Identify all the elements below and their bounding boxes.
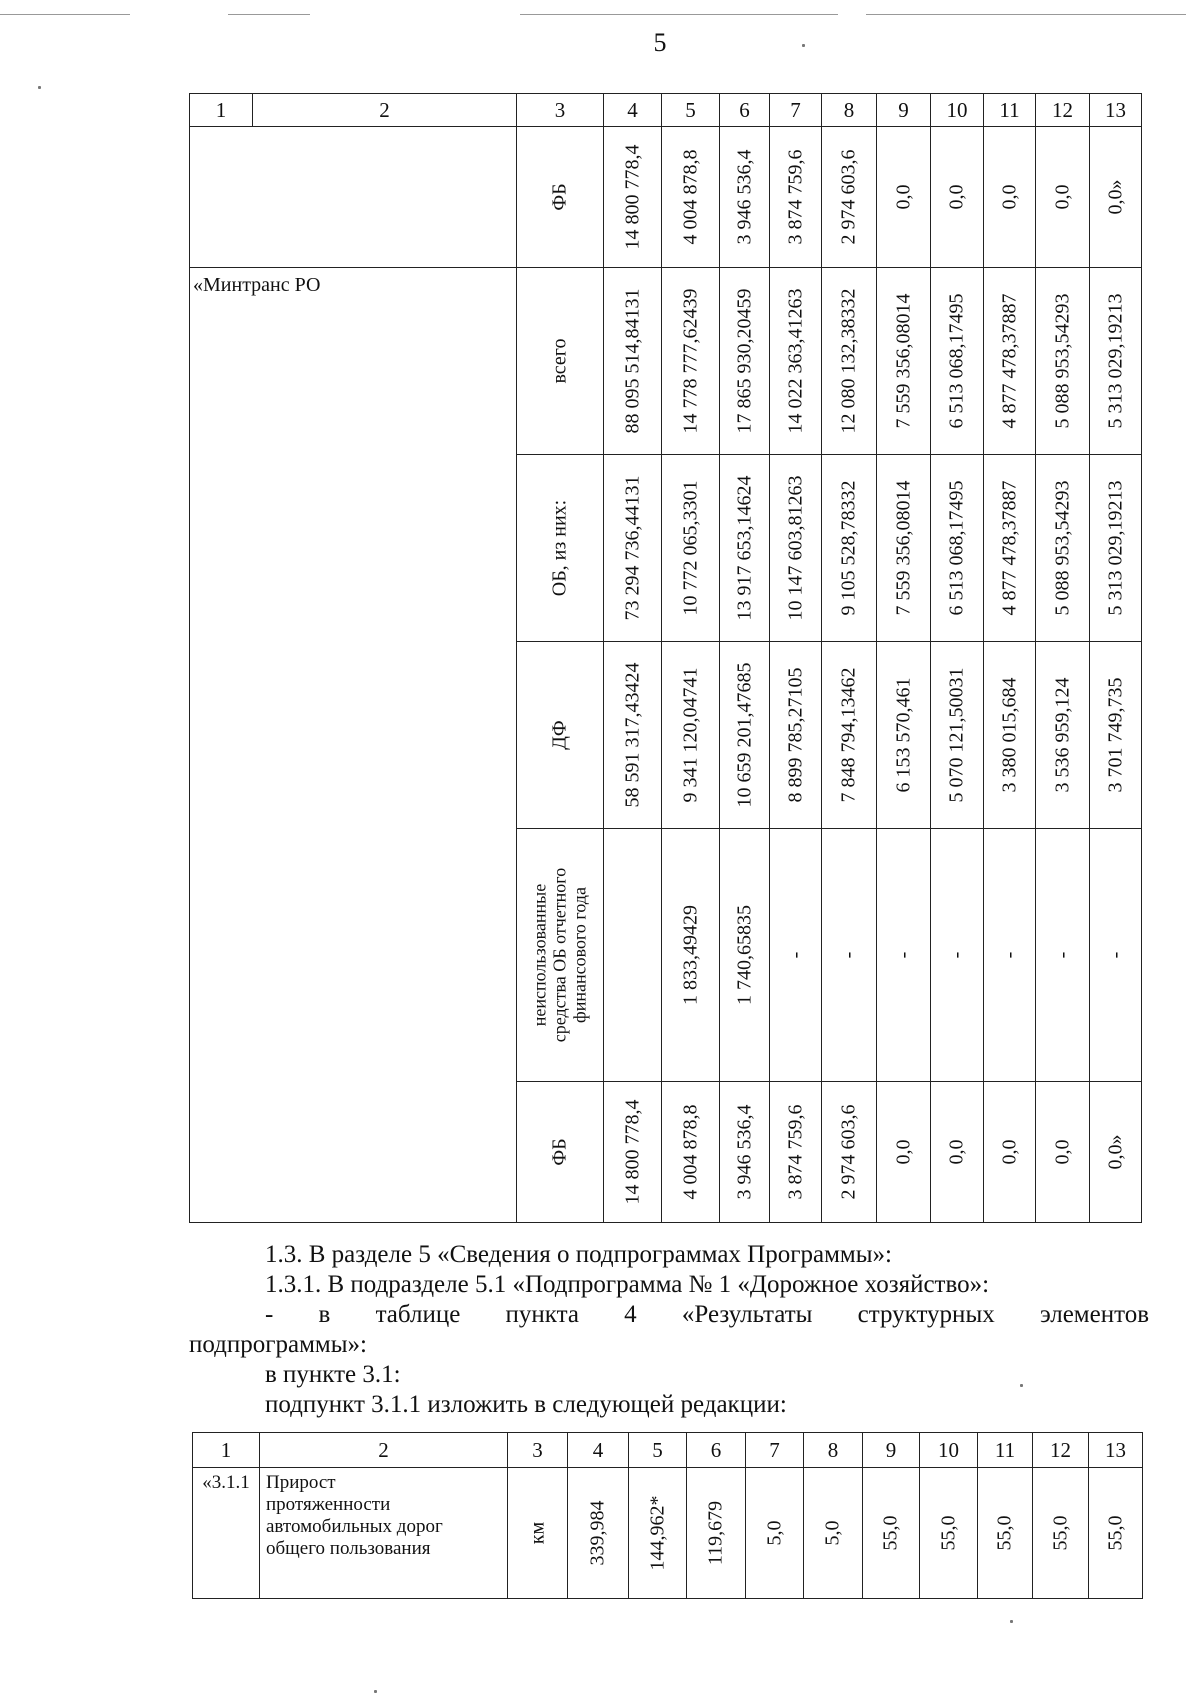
value-cell: 88 095 514,84131 (604, 268, 662, 455)
scan-edge-line (866, 14, 1186, 15)
scan-edge-line (228, 14, 310, 15)
column-number: 12 (1033, 1433, 1089, 1468)
value-cell: 55,0 (1033, 1468, 1089, 1599)
value-cell: 5,0 (746, 1468, 804, 1599)
value-cell: 2 974 603,6 (822, 1082, 877, 1223)
value-cell: 0,0 (931, 127, 984, 268)
table-row (193, 1468, 1143, 1599)
value-cell: 58 591 317,43424 (604, 642, 662, 829)
value-cell: 73 294 736,44131 (604, 455, 662, 642)
column-number: 5 (662, 94, 720, 127)
source-label-cell: ОБ, из них: (517, 455, 604, 642)
value-cell: 5 313 029,19213 (1090, 268, 1142, 455)
value-cell: 4 004 878,8 (662, 127, 720, 268)
value-cell: 0,0 (877, 1082, 931, 1223)
value-cell: 14 778 777,62439 (662, 268, 720, 455)
empty-cell (190, 127, 517, 268)
value-cell: 6 153 570,461 (877, 642, 931, 829)
column-number: 3 (508, 1433, 568, 1468)
value-cell: 6 513 068,17495 (931, 268, 984, 455)
value-cell: 4 877 478,37887 (984, 455, 1036, 642)
value-cell: 13 917 653,14624 (720, 455, 770, 642)
value-cell: 12 080 132,38332 (822, 268, 877, 455)
value-cell: 9 105 528,78332 (822, 455, 877, 642)
amendment-text (189, 1240, 1149, 1420)
scan-speck (38, 86, 41, 89)
value-cell: 10 147 603,81263 (770, 455, 822, 642)
value-cell: 17 865 930,20459 (720, 268, 770, 455)
value-cell: - (984, 829, 1036, 1082)
column-number: 9 (863, 1433, 920, 1468)
value-cell: 0,0 (984, 1082, 1036, 1223)
column-number: 2 (260, 1433, 508, 1468)
value-cell: 14 800 778,4 (604, 127, 662, 268)
value-cell: 2 974 603,6 (822, 127, 877, 268)
scan-edge-line (0, 14, 130, 15)
value-cell: 5 088 953,54293 (1036, 268, 1090, 455)
table-row (190, 268, 1142, 455)
column-number: 5 (629, 1433, 687, 1468)
column-number: 12 (1036, 94, 1090, 127)
paragraph: 1.3. В разделе 5 «Сведения о подпрограммах Программы»: (265, 1241, 892, 1268)
value-cell (604, 829, 662, 1082)
value-cell: 5,0 (804, 1468, 863, 1599)
value-cell: 0,0 (877, 127, 931, 268)
value-cell: 55,0 (863, 1468, 920, 1599)
value-cell: 119,679 (687, 1468, 746, 1599)
source-label-cell: всего (517, 268, 604, 455)
value-cell: - (822, 829, 877, 1082)
value-cell: - (877, 829, 931, 1082)
value-cell: 144,962* (629, 1468, 687, 1599)
scan-speck (1020, 1384, 1023, 1387)
column-number: 2 (253, 94, 517, 127)
value-cell: 10 659 201,47685 (720, 642, 770, 829)
column-number: 13 (1089, 1433, 1143, 1468)
scan-speck (374, 1690, 377, 1693)
column-number: 7 (770, 94, 822, 127)
column-number: 8 (804, 1433, 863, 1468)
table-header-row (190, 94, 1142, 127)
column-number: 1 (190, 94, 253, 127)
column-number: 1 (193, 1433, 260, 1468)
value-cell: 3 946 536,4 (720, 1082, 770, 1223)
paragraph: подпункт 3.1.1 изложить в следующей редакции: (265, 1391, 787, 1418)
column-number: 3 (517, 94, 604, 127)
value-cell: 5 070 121,50031 (931, 642, 984, 829)
paragraph: подпрограммы»: (189, 1331, 367, 1358)
value-cell: 7 559 356,08014 (877, 268, 931, 455)
value-cell: 3 701 749,735 (1090, 642, 1142, 829)
value-cell: 0,0 (1036, 1082, 1090, 1223)
source-label-cell: ФБ (517, 1082, 604, 1223)
value-cell: 0,0 (1036, 127, 1090, 268)
value-cell: - (1036, 829, 1090, 1082)
value-cell: 8 899 785,27105 (770, 642, 822, 829)
table-row (190, 127, 1142, 268)
value-cell: 3 874 759,6 (770, 127, 822, 268)
results-table (192, 1432, 1143, 1599)
funding-table (189, 93, 1142, 1223)
value-cell: 5 313 029,19213 (1090, 455, 1142, 642)
column-number: 10 (920, 1433, 978, 1468)
scan-speck (1010, 1620, 1013, 1623)
value-cell: 55,0 (920, 1468, 978, 1599)
value-cell: 0,0 (984, 127, 1036, 268)
page-number: 5 (653, 28, 667, 57)
value-cell: 6 513 068,17495 (931, 455, 984, 642)
column-number: 10 (931, 94, 984, 127)
source-label-cell: неиспользованные средства ОБ отчетного финансового года (517, 829, 604, 1082)
value-cell: 339,984 (568, 1468, 629, 1599)
value-cell: 9 341 120,04741 (662, 642, 720, 829)
value-cell: 0,0» (1090, 1082, 1142, 1223)
paragraph: 1.3.1. В подразделе 5.1 «Подпрограмма № 1 «Дорожное хозяйство»: (265, 1271, 990, 1298)
value-cell: - (931, 829, 984, 1082)
unit-cell: км (508, 1468, 568, 1599)
value-cell: 10 772 065,3301 (662, 455, 720, 642)
column-number: 11 (978, 1433, 1033, 1468)
table-header-row (193, 1433, 1143, 1468)
value-cell: - (1090, 829, 1142, 1082)
column-number: 6 (720, 94, 770, 127)
column-number: 8 (822, 94, 877, 127)
column-number: 4 (604, 94, 662, 127)
value-cell: 7 559 356,08014 (877, 455, 931, 642)
value-cell: 55,0 (978, 1468, 1033, 1599)
value-cell: 5 088 953,54293 (1036, 455, 1090, 642)
paragraph: - в таблице пункта 4 «Результаты структурных элементов (265, 1301, 1149, 1328)
value-cell: 4 004 878,8 (662, 1082, 720, 1223)
value-cell: 1 740,65835 (720, 829, 770, 1082)
value-cell: 14 800 778,4 (604, 1082, 662, 1223)
value-cell: 0,0 (931, 1082, 984, 1223)
column-number: 4 (568, 1433, 629, 1468)
value-cell: 3 874 759,6 (770, 1082, 822, 1223)
column-number: 6 (687, 1433, 746, 1468)
scan-speck (802, 44, 805, 47)
value-cell: 3 380 015,684 (984, 642, 1036, 829)
scan-edge-line (520, 14, 838, 15)
value-cell: 7 848 794,13462 (822, 642, 877, 829)
column-number: 11 (984, 94, 1036, 127)
value-cell: 3 946 536,4 (720, 127, 770, 268)
column-number: 7 (746, 1433, 804, 1468)
value-cell: 3 536 959,124 (1036, 642, 1090, 829)
indicator-name: Прирост протяженности автомобильных дорог общего пользования (260, 1468, 508, 1599)
value-cell: 0,0» (1090, 127, 1142, 268)
source-label-cell: ДФ (517, 642, 604, 829)
value-cell: - (770, 829, 822, 1082)
value-cell: 55,0 (1089, 1468, 1143, 1599)
paragraph: в пункте 3.1: (265, 1361, 401, 1388)
value-cell: 4 877 478,37887 (984, 268, 1036, 455)
value-cell: 1 833,49429 (662, 829, 720, 1082)
organization-cell: «Минтранс РО (190, 268, 517, 1223)
column-number: 9 (877, 94, 931, 127)
column-number: 13 (1090, 94, 1142, 127)
source-label-cell: ФБ (517, 127, 604, 268)
value-cell: 14 022 363,41263 (770, 268, 822, 455)
item-code: «3.1.1 (193, 1468, 260, 1599)
